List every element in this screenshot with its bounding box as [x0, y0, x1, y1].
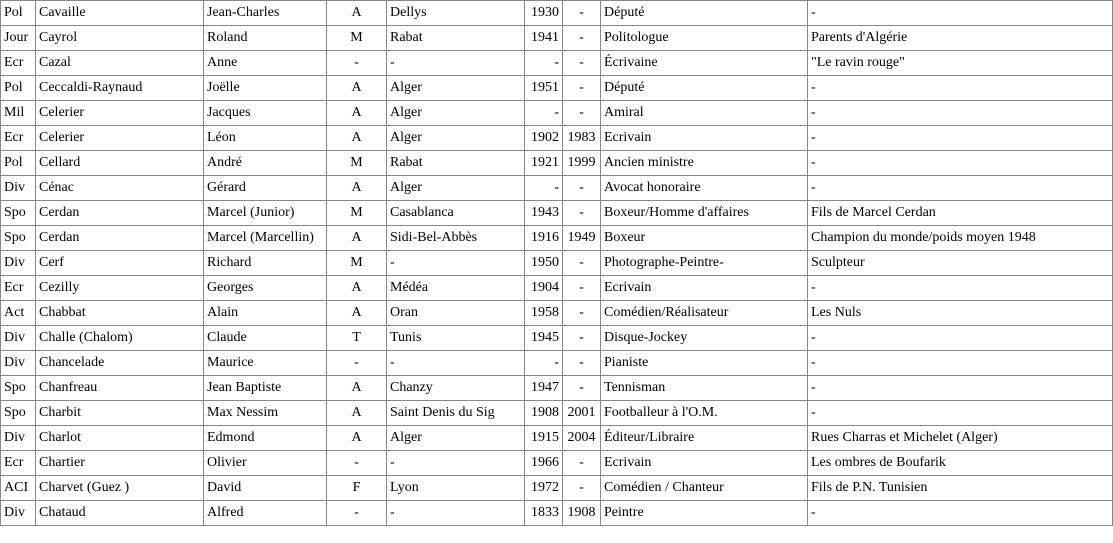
note-cell: - [808, 76, 1113, 101]
profession-cell: Écrivaine [601, 51, 808, 76]
origin-code-cell: A [327, 176, 387, 201]
profession-cell: Ecrivain [601, 276, 808, 301]
firstname-cell: Olivier [204, 451, 327, 476]
death-year-cell: 1999 [563, 151, 601, 176]
birthplace-cell: Oran [387, 301, 525, 326]
table-row [1, 51, 1113, 76]
surname-cell: Cerdan [36, 201, 204, 226]
birthplace-cell: Chanzy [387, 376, 525, 401]
death-year-cell: - [563, 26, 601, 51]
birthplace-cell: - [387, 51, 525, 76]
note-cell: Les ombres de Boufarik [808, 451, 1113, 476]
firstname-cell: Edmond [204, 426, 327, 451]
table-row [1, 301, 1113, 326]
death-year-cell: 2001 [563, 401, 601, 426]
surname-cell: Cazal [36, 51, 204, 76]
profession-cell: Boxeur [601, 226, 808, 251]
surname-cell: Cerdan [36, 226, 204, 251]
category-cell: Spo [1, 201, 36, 226]
death-year-cell: - [563, 451, 601, 476]
death-year-cell: - [563, 101, 601, 126]
surname-cell: Chartier [36, 451, 204, 476]
category-cell: Div [1, 351, 36, 376]
category-cell: Ecr [1, 451, 36, 476]
origin-code-cell: A [327, 276, 387, 301]
table-row [1, 126, 1113, 151]
origin-code-cell: A [327, 376, 387, 401]
birth-year-cell: - [525, 101, 563, 126]
birthplace-cell: Dellys [387, 1, 525, 26]
note-cell: - [808, 401, 1113, 426]
category-cell: Pol [1, 76, 36, 101]
origin-code-cell: A [327, 101, 387, 126]
category-cell: Div [1, 176, 36, 201]
note-cell: - [808, 276, 1113, 301]
birthplace-cell: Lyon [387, 476, 525, 501]
death-year-cell: 1908 [563, 501, 601, 526]
death-year-cell: 2004 [563, 426, 601, 451]
category-cell: Div [1, 501, 36, 526]
table-row [1, 501, 1113, 526]
note-cell: Rues Charras et Michelet (Alger) [808, 426, 1113, 451]
note-cell: - [808, 126, 1113, 151]
note-cell: Fils de P.N. Tunisien [808, 476, 1113, 501]
table-row [1, 26, 1113, 51]
category-cell: Spo [1, 226, 36, 251]
table-row [1, 351, 1113, 376]
table-row [1, 76, 1113, 101]
profession-cell: Politologue [601, 26, 808, 51]
firstname-cell: Claude [204, 326, 327, 351]
firstname-cell: Georges [204, 276, 327, 301]
surname-cell: Charlot [36, 426, 204, 451]
table-row [1, 1, 1113, 26]
category-cell: Act [1, 301, 36, 326]
category-cell: Mil [1, 101, 36, 126]
profession-cell: Disque-Jockey [601, 326, 808, 351]
birth-year-cell: 1833 [525, 501, 563, 526]
origin-code-cell: A [327, 76, 387, 101]
birth-year-cell: 1916 [525, 226, 563, 251]
note-cell: Les Nuls [808, 301, 1113, 326]
profession-cell: Député [601, 76, 808, 101]
birthplace-cell: Casablanca [387, 201, 525, 226]
firstname-cell: Joëlle [204, 76, 327, 101]
firstname-cell: Jean-Charles [204, 1, 327, 26]
surname-cell: Cellard [36, 151, 204, 176]
surname-cell: Chabbat [36, 301, 204, 326]
table-row [1, 101, 1113, 126]
note-cell: - [808, 176, 1113, 201]
profession-cell: Avocat honoraire [601, 176, 808, 201]
category-cell: Pol [1, 1, 36, 26]
origin-code-cell: A [327, 1, 387, 26]
origin-code-cell: A [327, 126, 387, 151]
firstname-cell: Marcel (Junior) [204, 201, 327, 226]
table-row [1, 151, 1113, 176]
firstname-cell: Alfred [204, 501, 327, 526]
surname-cell: Charvet (Guez ) [36, 476, 204, 501]
category-cell: Spo [1, 376, 36, 401]
category-cell: Spo [1, 401, 36, 426]
death-year-cell: - [563, 376, 601, 401]
origin-code-cell: M [327, 251, 387, 276]
birth-year-cell: 1904 [525, 276, 563, 301]
note-cell: - [808, 151, 1113, 176]
birth-year-cell: - [525, 351, 563, 376]
birthplace-cell: - [387, 251, 525, 276]
surname-cell: Cayrol [36, 26, 204, 51]
category-cell: Div [1, 251, 36, 276]
note-cell: - [808, 351, 1113, 376]
table-row [1, 201, 1113, 226]
birthplace-cell: Sidi-Bel-Abbès [387, 226, 525, 251]
note-cell: Fils de Marcel Cerdan [808, 201, 1113, 226]
surname-cell: Celerier [36, 126, 204, 151]
table-row [1, 326, 1113, 351]
birth-year-cell: 1972 [525, 476, 563, 501]
birth-year-cell: - [525, 176, 563, 201]
note-cell: Champion du monde/poids moyen 1948 [808, 226, 1113, 251]
death-year-cell: - [563, 76, 601, 101]
category-cell: Pol [1, 151, 36, 176]
firstname-cell: Léon [204, 126, 327, 151]
birthplace-cell: Alger [387, 126, 525, 151]
profession-cell: Comédien / Chanteur [601, 476, 808, 501]
table-row [1, 176, 1113, 201]
table-row [1, 476, 1113, 501]
death-year-cell: - [563, 176, 601, 201]
death-year-cell: - [563, 1, 601, 26]
firstname-cell: Jacques [204, 101, 327, 126]
death-year-cell: - [563, 51, 601, 76]
death-year-cell: - [563, 351, 601, 376]
profession-cell: Pianiste [601, 351, 808, 376]
category-cell: Jour [1, 26, 36, 51]
origin-code-cell: - [327, 351, 387, 376]
firstname-cell: Alain [204, 301, 327, 326]
firstname-cell: Jean Baptiste [204, 376, 327, 401]
birth-year-cell: 1951 [525, 76, 563, 101]
origin-code-cell: F [327, 476, 387, 501]
birth-year-cell: 1945 [525, 326, 563, 351]
birth-year-cell: 1941 [525, 26, 563, 51]
table-row [1, 376, 1113, 401]
note-cell: Sculpteur [808, 251, 1113, 276]
birth-year-cell: 1943 [525, 201, 563, 226]
note-cell: - [808, 101, 1113, 126]
birth-year-cell: 1958 [525, 301, 563, 326]
table-row [1, 276, 1113, 301]
firstname-cell: Maurice [204, 351, 327, 376]
firstname-cell: Gérard [204, 176, 327, 201]
death-year-cell: - [563, 326, 601, 351]
death-year-cell: - [563, 251, 601, 276]
origin-code-cell: M [327, 26, 387, 51]
category-cell: Ecr [1, 51, 36, 76]
origin-code-cell: M [327, 201, 387, 226]
table-row [1, 401, 1113, 426]
surname-cell: Challe (Chalom) [36, 326, 204, 351]
profession-cell: Éditeur/Libraire [601, 426, 808, 451]
firstname-cell: David [204, 476, 327, 501]
profession-cell: Photographe-Peintre- [601, 251, 808, 276]
surname-cell: Cénac [36, 176, 204, 201]
birth-year-cell: 1915 [525, 426, 563, 451]
table-row [1, 426, 1113, 451]
birthplace-cell: - [387, 501, 525, 526]
origin-code-cell: T [327, 326, 387, 351]
table-row [1, 226, 1113, 251]
birthplace-cell: Alger [387, 176, 525, 201]
category-cell: Ecr [1, 276, 36, 301]
birthplace-cell: Alger [387, 76, 525, 101]
birthplace-cell: Saint Denis du Sig [387, 401, 525, 426]
table-row [1, 251, 1113, 276]
surname-cell: Charbit [36, 401, 204, 426]
death-year-cell: 1949 [563, 226, 601, 251]
category-cell: ACI [1, 476, 36, 501]
firstname-cell: Roland [204, 26, 327, 51]
note-cell: Parents d'Algérie [808, 26, 1113, 51]
birthplace-cell: Médéa [387, 276, 525, 301]
origin-code-cell: A [327, 426, 387, 451]
birthplace-cell: - [387, 351, 525, 376]
profession-cell: Boxeur/Homme d'affaires [601, 201, 808, 226]
death-year-cell: 1983 [563, 126, 601, 151]
table-row [1, 451, 1113, 476]
birth-year-cell: - [525, 51, 563, 76]
birth-year-cell: 1921 [525, 151, 563, 176]
category-cell: Div [1, 426, 36, 451]
birthplace-cell: - [387, 451, 525, 476]
note-cell: - [808, 501, 1113, 526]
death-year-cell: - [563, 201, 601, 226]
note-cell: - [808, 376, 1113, 401]
birthplace-cell: Rabat [387, 151, 525, 176]
firstname-cell: Richard [204, 251, 327, 276]
note-cell: "Le ravin rouge" [808, 51, 1113, 76]
profession-cell: Ecrivain [601, 126, 808, 151]
firstname-cell: Marcel (Marcellin) [204, 226, 327, 251]
profession-cell: Tennisman [601, 376, 808, 401]
firstname-cell: Anne [204, 51, 327, 76]
surname-cell: Chataud [36, 501, 204, 526]
birthplace-cell: Rabat [387, 26, 525, 51]
birth-year-cell: 1966 [525, 451, 563, 476]
birthplace-cell: Tunis [387, 326, 525, 351]
profession-cell: Footballeur à l'O.M. [601, 401, 808, 426]
profession-cell: Amiral [601, 101, 808, 126]
origin-code-cell: M [327, 151, 387, 176]
firstname-cell: Max Nessim [204, 401, 327, 426]
birth-year-cell: 1902 [525, 126, 563, 151]
category-cell: Ecr [1, 126, 36, 151]
origin-code-cell: - [327, 451, 387, 476]
profession-cell: Député [601, 1, 808, 26]
birthplace-cell: Alger [387, 426, 525, 451]
origin-code-cell: A [327, 226, 387, 251]
death-year-cell: - [563, 301, 601, 326]
origin-code-cell: - [327, 51, 387, 76]
surname-cell: Cavaille [36, 1, 204, 26]
profession-cell: Peintre [601, 501, 808, 526]
surname-cell: Celerier [36, 101, 204, 126]
surname-cell: Ceccaldi-Raynaud [36, 76, 204, 101]
profession-cell: Comédien/Réalisateur [601, 301, 808, 326]
surname-cell: Chanfreau [36, 376, 204, 401]
firstname-cell: André [204, 151, 327, 176]
origin-code-cell: A [327, 301, 387, 326]
origin-code-cell: A [327, 401, 387, 426]
surname-cell: Chancelade [36, 351, 204, 376]
profession-cell: Ancien ministre [601, 151, 808, 176]
surname-cell: Cerf [36, 251, 204, 276]
birth-year-cell: 1950 [525, 251, 563, 276]
birth-year-cell: 1947 [525, 376, 563, 401]
surname-cell: Cezilly [36, 276, 204, 301]
death-year-cell: - [563, 276, 601, 301]
note-cell: - [808, 1, 1113, 26]
profession-cell: Ecrivain [601, 451, 808, 476]
note-cell: - [808, 326, 1113, 351]
table-body [1, 1, 1113, 526]
birth-year-cell: 1930 [525, 1, 563, 26]
death-year-cell: - [563, 476, 601, 501]
birth-year-cell: 1908 [525, 401, 563, 426]
category-cell: Div [1, 326, 36, 351]
origin-code-cell: - [327, 501, 387, 526]
birthplace-cell: Alger [387, 101, 525, 126]
